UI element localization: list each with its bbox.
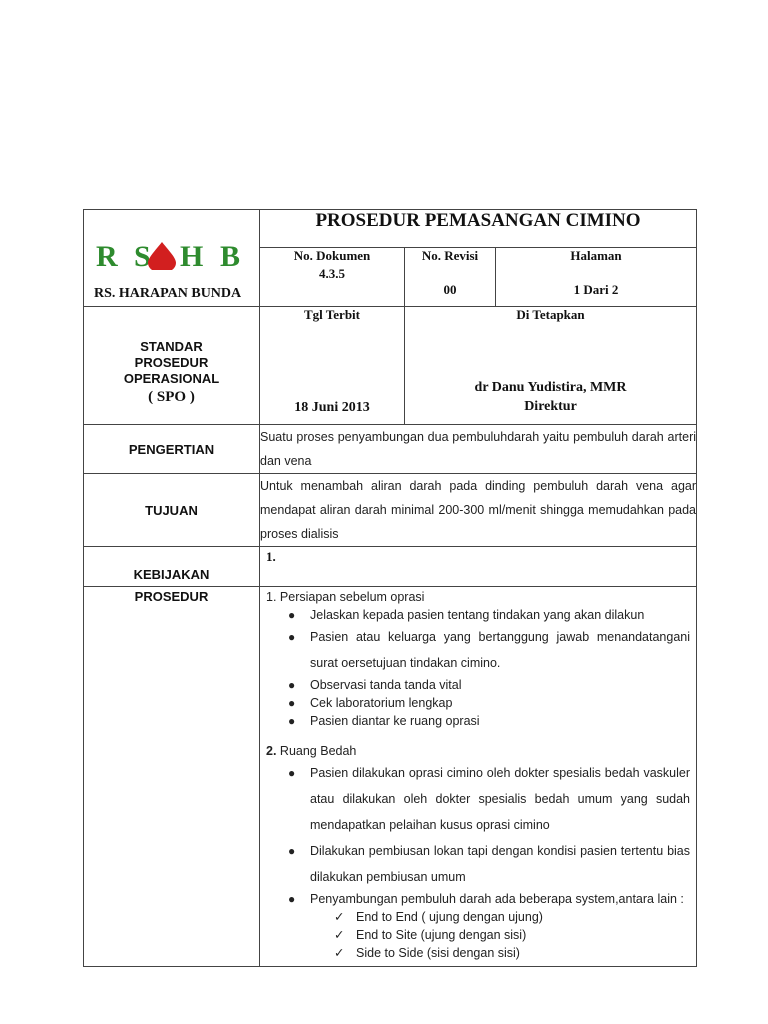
list-item: ✓ Side to Side (sisi dengan sisi)	[334, 946, 520, 960]
revision-value: 00	[443, 281, 457, 297]
approval-cell	[405, 307, 697, 425]
tujuan-text: Untuk menambah aliran darah pada dinding pembuluh darah vena agar mendapat aliran darah minimal 200-300 ml/menit shingga memudahkan pada proses dialisis	[260, 474, 697, 547]
prosedur-content	[260, 587, 697, 967]
spo-label-line4: ( SPO )	[148, 389, 195, 405]
list-item: ● Jelaskan kepada pasien tentang tindakan yang akan dilakun	[288, 608, 645, 622]
svg-text:S: S	[134, 240, 151, 270]
spo-table	[83, 209, 697, 967]
approved-label: Di Tetapkan	[516, 307, 585, 322]
kebijakan-label: KEBIJAKAN	[84, 547, 260, 587]
checkmark-icon: ✓	[334, 946, 345, 960]
section1-number: 1.	[266, 590, 277, 604]
bullet-icon: ●	[288, 766, 296, 780]
doc-number-cell	[260, 247, 405, 306]
hospital-name: RS. HARAPAN BUNDA	[94, 286, 242, 301]
spo-label-cell	[84, 307, 260, 425]
spo-document	[83, 209, 696, 967]
pengertian-text: Suatu proses penyambungan dua pembuluhdarah yaitu pembuluh darah arteri dan vena	[260, 425, 697, 474]
approver-name: dr Danu Yudistira, MMR	[474, 380, 627, 395]
svg-text:B: B	[220, 240, 241, 270]
pengertian-label: PENGERTIAN	[84, 425, 260, 474]
document-title: PROSEDUR PEMASANGAN CIMINO	[260, 210, 697, 248]
bullet-icon: ●	[288, 678, 296, 692]
page-value: 1 Dari 2	[573, 281, 619, 297]
list-item: ● Observasi tanda tanda vital	[288, 678, 462, 692]
bullet-icon: ●	[288, 892, 296, 906]
bullet-icon: ●	[288, 844, 296, 858]
section1-heading	[266, 588, 696, 606]
doc-number-label: No. Dokumen	[293, 247, 371, 263]
checkmark-icon: ✓	[334, 928, 345, 942]
spo-label-line2: PROSEDUR	[134, 355, 209, 370]
list-item: ● Cek laboratorium lengkap	[288, 696, 453, 710]
list-item: ✓ End to End ( ujung dengan ujung)	[334, 910, 543, 924]
svg-text:H: H	[180, 240, 204, 270]
hospital-logo-cell	[84, 210, 260, 307]
list-item: ● Penyambungan pembuluh darah ada beberapa system,antara lain :	[288, 892, 684, 906]
section2-list	[266, 760, 696, 908]
prosedur-label: PROSEDUR	[84, 587, 260, 967]
section2-title: Ruang Bedah	[279, 744, 357, 758]
svg-text:R: R	[96, 240, 118, 270]
list-item: ✓ End to Site (ujung dengan sisi)	[334, 928, 527, 942]
section2-heading	[266, 742, 696, 760]
section1-title: Persiapan sebelum oprasi	[279, 590, 425, 604]
section1-list	[266, 606, 696, 730]
approver-title: Direktur	[524, 399, 577, 414]
revision-cell	[405, 247, 496, 306]
doc-number-value: 4.3.5	[319, 265, 345, 281]
spo-label-line1: STANDAR	[140, 339, 203, 354]
kebijakan-text: 1.	[260, 547, 697, 587]
issue-date-value: 18 Juni 2013	[294, 400, 370, 415]
bullet-icon: ●	[288, 714, 296, 728]
section2-number: 2.	[266, 744, 277, 758]
connection-types-list	[266, 908, 696, 962]
bullet-icon: ●	[288, 630, 296, 644]
issue-date-cell	[260, 307, 405, 425]
hospital-logo	[96, 240, 246, 270]
list-item: ● Pasien diantar ke ruang oprasi	[288, 714, 480, 728]
bullet-icon: ●	[288, 608, 296, 622]
bullet-icon: ●	[288, 696, 296, 710]
list-item: ● Pasien dilakukan oprasi cimino oleh dokter spesialis bedah vaskuler atau dilakukan oleh dokter spesialis bedah umum yang sudah mendapatkan pelaihan kusus oprasi cimino	[310, 760, 696, 838]
issue-date-label: Tgl Terbit	[304, 307, 360, 322]
tujuan-label: TUJUAN	[84, 474, 260, 547]
spo-label-line3: OPERASIONAL	[123, 371, 220, 386]
page-label: Halaman	[570, 247, 622, 263]
checkmark-icon: ✓	[334, 910, 345, 924]
revision-label: No. Revisi	[421, 247, 479, 263]
list-item: ● Pasien atau keluarga yang bertanggung jawab menandatangani surat oersetujuan tindakan cimino.	[310, 624, 696, 676]
list-item: ● Dilakukan pembiusan lokan tapi dengan kondisi pasien tertentu bias dilakukan pembiusan umum	[310, 838, 696, 890]
page-cell	[496, 247, 697, 306]
